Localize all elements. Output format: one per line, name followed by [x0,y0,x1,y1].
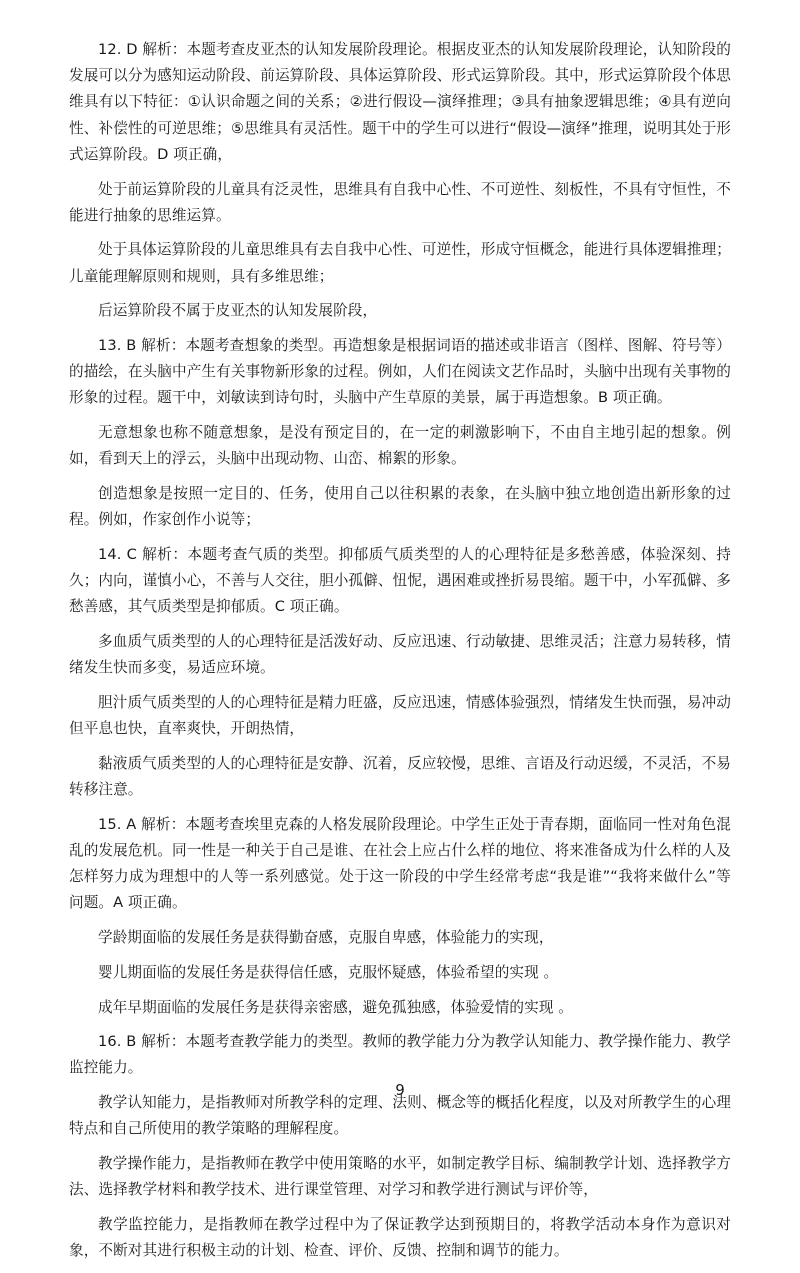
answer-16-explanation: 16. B 解析：本题考查教学能力的类型。教师的教学能力分为教学认知能力、教学操作能力、教学监控能力。 [69,1033,731,1077]
answer-15-explanation: 15. A 解析：本题考查埃里克森的人格发展阶段理论。中学生正处于青春期，面临同一性对角色混乱的发展危机。同一性是一种关于自己是谁、在社会上应占什么样的地位、将来准备成为什么样的人及怎样努力成为理想中的人等一系列感觉。处于这一阶段的中学生经常考虑“我是谁”“我将来做什么”等问题。A 项正确。 [69,815,731,912]
answer-12-option-post: 后运算阶段不属于皮亚杰的认知发展阶段， [98,302,378,320]
answer-13-option-unintentional: 无意想象也称不随意想象，是没有预定目的，在一定的刺激影响下，不由自主地引起的想象。例如，看到天上的浮云，头脑中出现动物、山峦、棉絮的形象。 [69,424,731,468]
page-number: 9 [395,1081,405,1099]
answer-14-explanation: 14. C 解析：本题考查气质的类型。抑郁质气质类型的人的心理特征是多愁善感，体验深刻、持久；内向，谨慎小心，不善与人交往，胆小孤僻、忸怩，遇困难或挫折易畏缩。题干中，小军孤僻、多愁善感，其气质类型是抑郁质。C 项正确。 [69,545,731,616]
answer-13-option-creative: 创造想象是按照一定目的、任务，使用自己以往积累的表象，在头脑中独立地创造出新形象的过程。例如，作家创作小说等； [69,485,731,529]
answer-16-option-cognitive: 教学认知能力，是指教师对所教学科的定理、法则、概念等的概括化程度，以及对所教学生的心理特点和自己所使用的教学策略的理解程度。 [69,1094,731,1138]
answer-13-explanation: 13. B 解析：本题考查想象的类型。再造想象是根据词语的描述或非语言（图样、图解、符号等）的描绘，在头脑中产生有关事物新形象的过程。例如，人们在阅读文艺作品时，头脑中出现有关事物的形象的过程。题干中，刘敏读到诗句时，头脑中产生草原的美景，属于再造想象。B 项正确。 [69,337,731,407]
answer-12-explanation: 12. D 解析：本题考查皮亚杰的认知发展阶段理论。根据皮亚杰的认知发展阶段理论，认知阶段的发展可以分为感知运动阶段、前运算阶段、具体运算阶段、形式运算阶段。其中，形式运算阶段个体思维具有以下特征：①认识命题之间的关系；②进行假设—演绎推理；③具有抽象逻辑思维；④具有逆向性、补偿性的可逆思维；⑤思维具有灵活性。题干中的学生可以进行“假设—演绎”推理，说明其处于形式运算阶段。D 项正确， [69,41,731,163]
answer-15-option-school-age: 学龄期面临的发展任务是获得勤奋感，克服自卑感，体验能力的实现， [98,929,554,947]
answer-14-option-sanguine: 多血质气质类型的人的心理特征是活泼好动、反应迅速、行动敏捷、思维灵活；注意力易转移，情绪发生快而多变，易适应环境。 [69,633,731,677]
answer-14-option-phlegmatic: 黏液质气质类型的人的心理特征是安静、沉着，反应较慢，思维、言语及行动迟缓，不灵活，不易转移注意。 [69,754,731,799]
answer-16-option-operational: 教学操作能力，是指教师在教学中使用策略的水平，如制定教学目标、编制教学计划、选择教学方法、选择教学材料和教学技术、进行课堂管理、对学习和教学进行测试与评价等， [69,1155,731,1199]
answer-15-option-infancy: 婴儿期面临的发展任务是获得信任感，克服怀疑感，体验希望的实现 。 [98,963,559,981]
answer-14-option-choleric: 胆汁质气质类型的人的心理特征是精力旺盛，反应迅速，情感体验强烈，情绪发生快而强，易冲动但平息也快，直率爽快，开朗热情， [69,693,731,738]
answer-16-option-monitoring: 教学监控能力，是指教师在教学过程中为了保证教学达到预期目的，将教学活动本身作为意识对象，不断对其进行积极主动的计划、检查、评价、反馈、控制和调节的能力。 [69,1215,731,1260]
answer-12-option-preoperational: 处于前运算阶段的儿童具有泛灵性，思维具有自我中心性、不可逆性、刻板性，不具有守恒性，不能进行抽象的思维运算。 [69,180,731,224]
answer-15-option-early-adulthood: 成年早期面临的发展任务是获得亲密感，避免孤独感，体验爱情的实现 。 [98,998,573,1016]
answer-12-option-concrete: 处于具体运算阶段的儿童思维具有去自我中心性、可逆性，形成守恒概念，能进行具体逻辑推理；儿童能理解原则和规则，具有多维思维； [69,241,731,285]
